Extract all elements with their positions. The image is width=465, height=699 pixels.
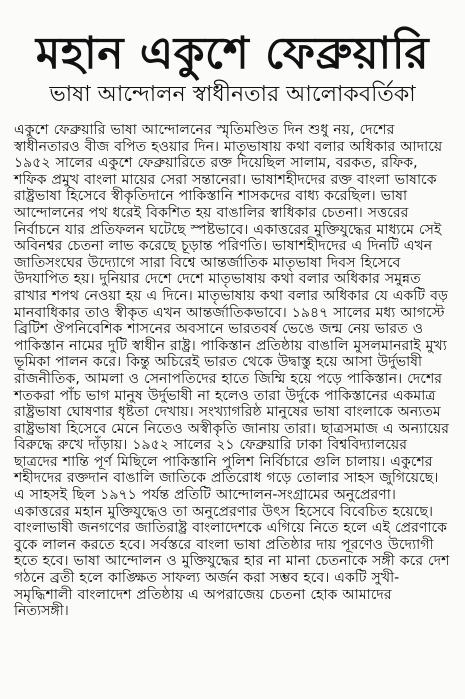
article-paragraph: একুশে ফেব্রুয়ারি ভাষা আন্দোলনের স্মৃতিমণ্ডিত দিন শুধু নয়, দেশের স্বাধীনতারও বীজ বপিত হওয়ার দিন। মাতৃভাষায় কথা বলার অধিকার আদায়ে ১৯৫২ সালের একুশে ফেব্রুয়ারিতে রক্ত দিয়েছিল সালাম, বরকত, রফিক, শফিক প্রমুখ বাংলা মায়ের সেরা সন্তানেরা। ভাষাশহীদদের রক্ত বাংলা ভাষাকে রাষ্ট্রভাষা হিসেবে স্বীকৃতিদানে পাকিস্তানি শাসকদের বাধ্য করেছিল। ভাষা আন্দোলনের পথ ধরেই বিকশিত হয় বাঙালির স্বাধিকার চেতনা। সত্তরের নির্বাচনে যার প্রতিফলন ঘটেছে স্পষ্টভাবে। একাত্তরের মুক্তিযুদ্ধের মাধ্যমে সেই অবিনশ্বর চেতনা লাভ করেছে চূড়ান্ত পরিণতি। ভাষাশহীদদের এ দিনটি এখন জাতিসংঘের উদ্যোগে সারা বিশ্বে আন্তর্জাতিক মাতৃভাষা দিবস হিসেবে উদযাপিত হয়। দুনিয়ার দেশে দেশে মাতৃভাষায় কথা বলার অধিকার সমুন্নত রাখার শপথ নেওয়া হয় এ দিনে। মাতৃভাষায় কথা বলার অধিকার যে একটি বড় মানবাধিকার তাও স্বীকৃত এখন আন্তর্জাতিকভাবে। ১৯৪৭ সালের মধ্য আগস্টে ব্রিটিশ ঔপনিবেশিক শাসনের অবসানে ভারতবর্ষ ভেঙে জন্ম নেয় ভারত ও পাকিস্তান নামের দুটি স্বাধীন রাষ্ট্র। পাকিস্তান প্রতিষ্ঠায় বাঙালি মুসলমানরাই মুখ্য ভূমিকা পালন করে। কিন্তু অচিরেই ভারত থেকে উদ্বাস্তু হয়ে আসা উর্দুভাষী রাজনীতিক, আমলা ও সেনাপতিদের হাতে জিম্মি হয়ে পড়ে পাকিস্তান। দেশের শতকরা পাঁচ ভাগ মানুষ উর্দুভাষী না হলেও তারা উর্দুকে পাকিস্তানের একমাত্র রাষ্ট্রভাষা ঘোষণার ধৃষ্টতা দেখায়। সংখ্যাগরিষ্ঠ মানুষের ভাষা বাংলাকে অন্যতম রাষ্ট্রভাষা হিসেবে মেনে নিতেও অস্বীকৃতি জানায় তারা। ছাত্রসমাজ এ অন্যায়ের বিরুদ্ধে রুখে দাঁড়ায়। ১৯৫২ সালের ২১ ফেব্রুয়ারি ঢাকা বিশ্ববিদ্যালয়ের ছাত্রদের শান্তি পূর্ণ মিছিলে পাকিস্তানি পুলিশ নির্বিচারে গুলি চালায়। একুশের শহীদদের রক্তদান বাঙালি জাতিকে প্রতিরোধ গড়ে তোলার সাহস জুগিয়েছে। এ সাহসই ছিল ১৯৭১ পর্যন্ত প্রতিটি আন্দোলন-সংগ্রামের অনুপ্রেরণা। একাত্তরের মহান মুক্তিযুদ্ধেও তা অনুপ্রেরণার উৎস হিসেবে বিবেচিত হয়েছে। বাংলাভাষী জনগণের জাতিরাষ্ট্র বাংলাদেশকে এগিয়ে নিতে হলে এই প্রেরণাকে বুকে লালন করতে হবে। সর্বস্তরে বাংলা ভাষা প্রতিষ্ঠার দায় পূরণেও উদ্যোগী হতে হবে। ভাষা আন্দোলন ও মুক্তিযুদ্ধের হার না মানা চেতনাকে সঙ্গী করে দেশ গঠনে ব্রতী হলে কাঙ্ক্ষিত সাফল্য অর্জন করা সম্ভব হবে। একটি সুখী-সমৃদ্ধিশালী বাংলাদেশ প্রতিষ্ঠায় এ অপরাজেয় চেতনা হোক আমাদের নিত্যসঙ্গী। <box>14 122 450 620</box>
article-body <box>14 122 451 620</box>
headline: মহান একুশে ফেব্রুয়ারি <box>35 28 430 79</box>
subheadline: ভাষা আন্দোলন স্বাধীনতার আলোকবর্তিকা <box>49 82 416 107</box>
